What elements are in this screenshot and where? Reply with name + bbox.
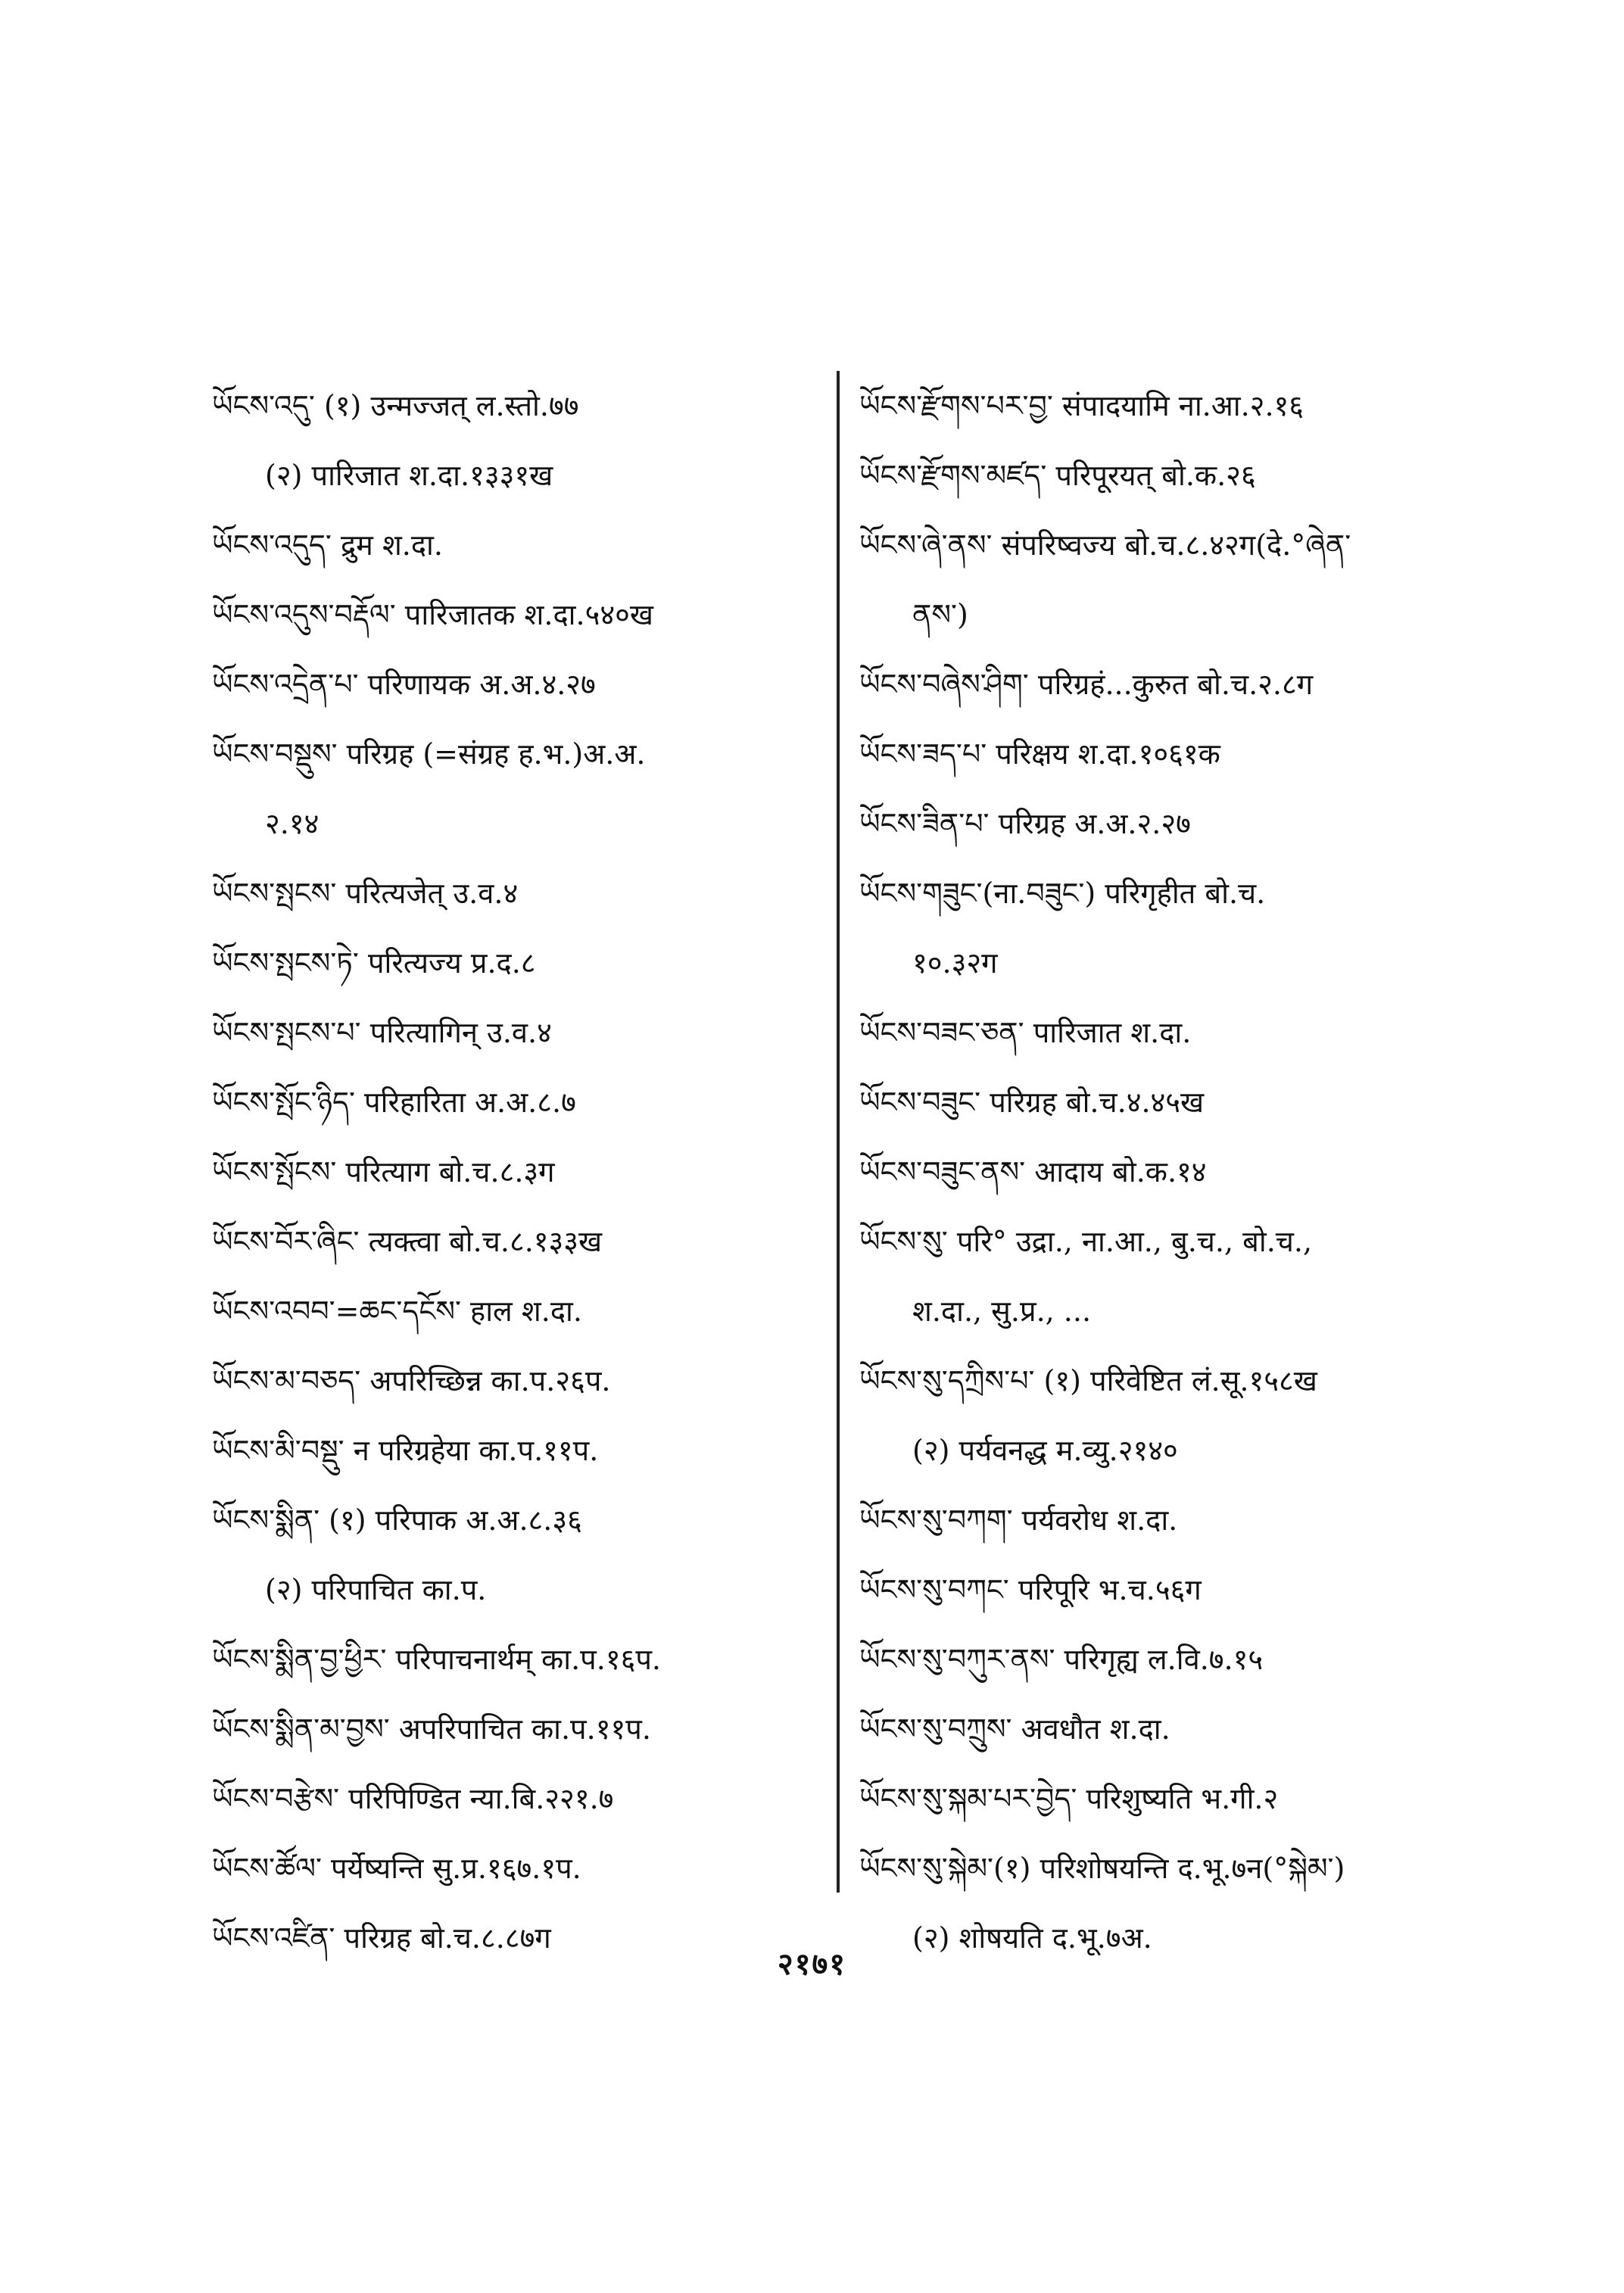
dictionary-entry: ཡོངས་བརྩེས་ परिपिण्डित न्या.बि.२२१.७ [212,1782,614,1815]
entry-continuation: २.१४ [265,807,320,840]
dictionary-entry: ཡོངས་བཟུང་ परिग्रह बो.च.४.४५ख [859,1086,1205,1119]
dictionary-entry: ཡོངས་ཟད་པ་ परिक्षय श.दा.१०६१क [859,737,1220,771]
dictionary-entry: ཡོངས་འདྲེན་པ་ परिणायक अ.अ.४.२७ [212,668,596,701]
dictionary-entry: ཡོངས་སྤོང་ཉིད་ परिहारिता अ.अ.८.७ [212,1086,576,1119]
dictionary-entry: ཡོངས་རྫོགས་མཛད་ परिपूरयत् बो.क.२६ [859,459,1256,492]
dictionary-entry: ཡོངས་སྨིན་མ་བྱས་ अपरिपाचित का.प.११प. [212,1712,651,1746]
dictionary-entry: ཡོངས་བཞེས་ཤིག་ परिग्रहं...कुरुत बो.च.२.८ग [859,668,1314,701]
entry-continuation: (२) परिपाचित का.प. [265,1573,487,1606]
dictionary-entry: ཡོངས་འབབ་=ཆང་དངོས་ हाल श.दा. [212,1294,582,1328]
dictionary-entry: ཡོངས་སུ་སྐེམ་(१) परिशोषयन्ति द.भू.७न(°སྐེམ་) [859,1852,1345,1885]
dictionary-entry: ཡོངས་སུ་ परि° उद्रा., ना.आ., बु.च., बो.च., [859,1225,1313,1258]
dictionary-entry: ཡོངས་ཟིན་པ་ परिग्रह अ.अ.२.२७ [859,807,1191,840]
dictionary-entry: ཡོངས་སུ་བཀྲུས་ अवधौत श.दा. [859,1712,1170,1746]
dictionary-entry: ཡོངས་མི་བསྡུ་ न परिग्रहेया का.प.११प. [212,1434,599,1467]
dictionary-entry: ཡོངས་སྤོངས་ परित्याग बो.च.८.३ग [212,1155,555,1189]
entry-continuation: १०.३२ग [912,946,998,980]
dictionary-entry: ཡོངས་འདུད་ द्रुम श.दा. [212,528,443,562]
dictionary-entry: ཡོངས་སྤངས་པ་ परित्यागिन् उ.व.४ [212,1016,552,1049]
entry-continuation: श.दा., सु.प्र., ... [912,1294,1092,1328]
dictionary-entry: ཡོངས་གཟུང་(ना.བཟུང་) परिगृहीत बो.च. [859,877,1266,910]
right-column [859,371,1488,1973]
dictionary-entry: ཡོངས་སྤངས་ཏེ་ परित्यज्य प्र.द.८ [212,946,536,980]
dictionary-entry: ཡོངས་ཞེ་ནས་ संपरिष्वज्य बो.च.८.४२ग(दे.°ཞེན་ [859,528,1351,562]
dictionary-entry: ཡོངས་སུ་སྐམ་པར་བྱེད་ परिशुष्यति भ.गी.२ [859,1782,1279,1815]
entry-continuation: (२) शोषयति द.भू.७अ. [912,1921,1152,1955]
dictionary-entry: ཡོངས་སུ་དཀྲིས་པ་ (१) परिवेष्टित लं.सू.१५८ख [859,1364,1317,1397]
entry-continuation: (२) पर्यवनद्ध म.व्यु.२१४० [912,1434,1178,1467]
entry-continuation: ནས་) [912,598,968,631]
dictionary-entry: ཡོངས་བཟུང་ནས་ आदाय बो.क.१४ [859,1155,1207,1189]
dictionary-entry: ཡོངས་འདུ་ (१) उन्मज्जत् ल.स्तो.७७ [212,389,579,422]
dictionary-entry: ཡོངས་མ་བཅད་ अपरिच्छिन्न का.प.२६प. [212,1364,611,1397]
dictionary-entry: ཡོངས་སྨིན་བྱ་ཕྱིར་ परिपाचनार्थम् का.प.१६प. [212,1643,662,1676]
dictionary-entry: ཡོངས་འདུས་བརྡོལ་ पारिजातक श.दा.५४०ख [212,598,653,631]
dictionary-entry: ཡོངས་སྨིན་ (१) परिपाक अ.अ.८.३६ [212,1503,582,1537]
dictionary-entry: ཡོངས་སུ་བཀང་ परिपूरि भ.च.५६ग [859,1573,1202,1606]
dictionary-entry: ཡོངས་བསྡུས་ परिग्रह (=संग्रह ह.भ.)अ.अ. [212,737,646,771]
dictionary-entry: ཡོངས་བཟང་ཅན་ पारिजात श.दा. [859,1016,1192,1049]
dictionary-entry: ཡོངས་རྫོགས་པར་བྱ་ संपादयामि ना.आ.२.१६ [859,389,1304,422]
dictionary-entry: ཡོངས་འཛིན་ परिग्रह बो.च.८.८७ग [212,1921,551,1955]
entry-continuation: (२) पारिजात श.दा.१३३१ख [265,459,553,492]
left-column [212,371,818,1973]
dictionary-entry: ཡོངས་སྤངས་ परित्यजेत् उ.व.४ [212,877,519,910]
page-number: २१७१ [777,1946,847,1982]
dictionary-entry: ཡོངས་ཚོལ་ पर्येष्यन्ति सु.प्र.१६७.१प. [212,1852,581,1885]
dictionary-entry: ཡོངས་བོར་ཞིང་ त्यक्त्वा बो.च.८.१३३ख [212,1225,603,1258]
dictionary-entry: ཡོངས་སུ་བཀུར་ནས་ परिगृह्य ल.वि.७.१५ [859,1643,1264,1676]
column-divider [837,371,840,1893]
dictionary-entry: ཡོངས་སུ་བཀག་ पर्यवरोध श.दा. [859,1503,1178,1537]
